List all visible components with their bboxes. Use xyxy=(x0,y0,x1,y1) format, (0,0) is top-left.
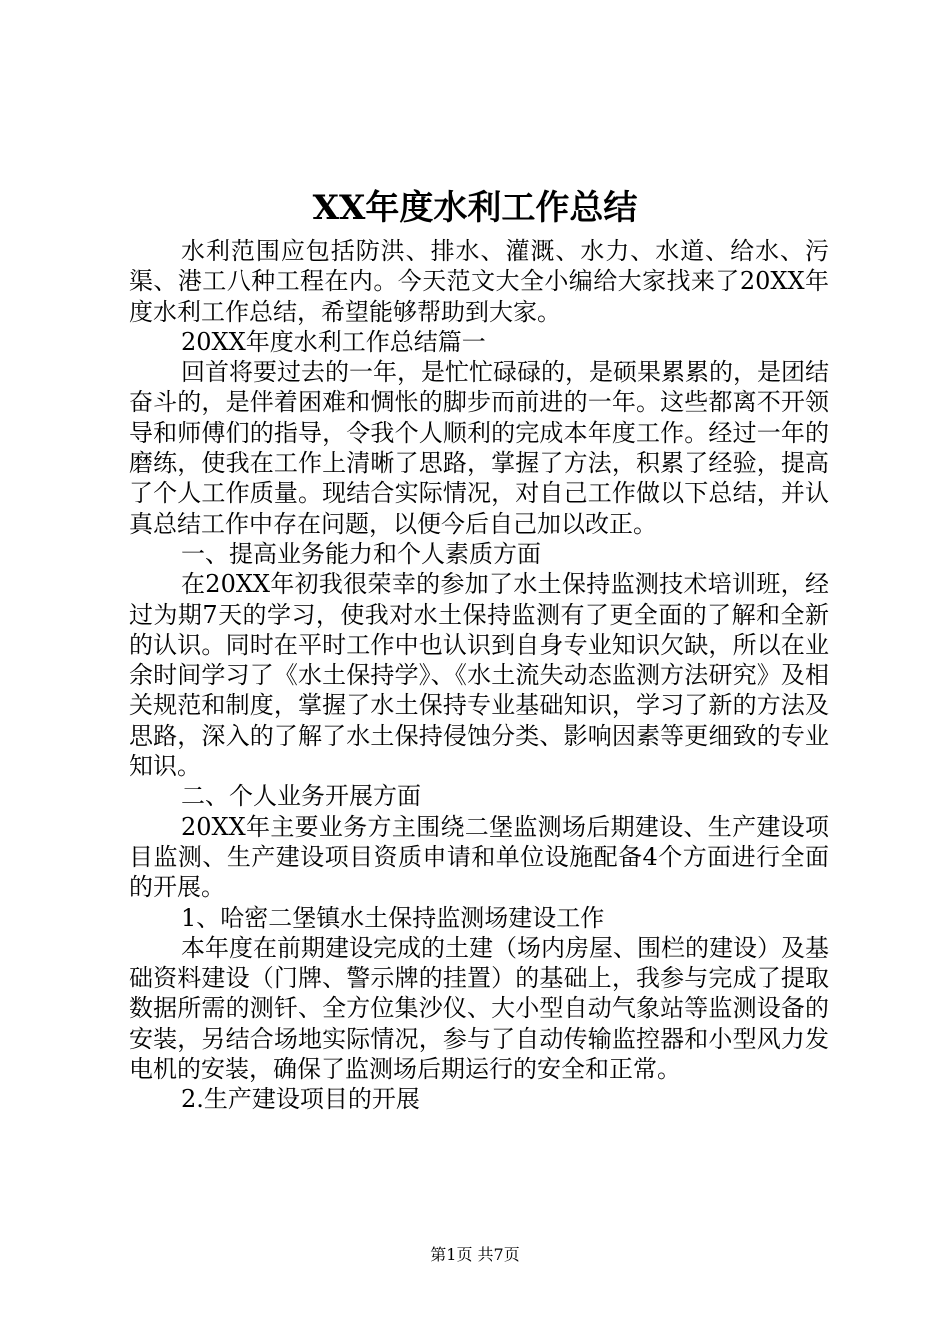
review-paragraph: 回首将要过去的一年，是忙忙碌碌的，是硕果累累的，是团结奋斗的，是伴着困难和惆怅的脚步而前进的一年。这些都离不开领导和师傅们的指导，令我个人顺利的完成本年度工作。经过一年的磨练，使我在工作上清晰了思路，掌握了方法，积累了经验，提高了个人工作质量。现结合实际情况，对自己工作做以下总结，并认真总结工作中存在问题，以便今后自己加以改正。 xyxy=(129,358,829,538)
training-paragraph: 在20XX年初我很荣幸的参加了水土保持监测技术培训班，经过为期7天的学习，使我对水土保持监测有了更全面的了解和全新的认识。同时在平时工作中也认识到自身专业知识欠缺，所以在业余时间学习了《水土保持学》、《水土流失动态监测方法研究》及相关规范和制度，掌握了水土保持专业基础知识，学习了新的方法及思路，深入的了解了水土保持侵蚀分类、影响因素等更细致的专业知识。 xyxy=(129,570,829,781)
business-paragraph: 20XX年主要业务方主围绕二堡监测场后期建设、生产建设项目监测、生产建设项目资质申请和单位设施配备4个方面进行全面的开展。 xyxy=(129,812,829,902)
heading-business-development: 二、个人业务开展方面 xyxy=(181,782,421,811)
intro-paragraph: 水利范围应包括防洪、排水、灌溉、水力、水道、给水、污渠、港工八种工程在内。今天范文大全小编给大家找来了20XX年度水利工作总结，希望能够帮助到大家。 xyxy=(129,237,829,326)
monitoring-site-paragraph: 本年度在前期建设完成的土建（场内房屋、围栏的建设）及基础资料建设（门牌、警示牌的挂置）的基础上，我参与完成了提取数据所需的测钎、全方位集沙仪、大小型自动气象站等监测设备的安装，另结合场地实际情况，参与了自动传输监控器和小型风力发电机的安装，确保了监测场后期运行的安全和正常。 xyxy=(129,933,829,1084)
document-body xyxy=(129,236,829,1115)
heading-monitoring-site: 1、哈密二堡镇水土保持监测场建设工作 xyxy=(181,903,605,932)
section-title-part-one: 20XX年度水利工作总结篇一 xyxy=(181,327,486,356)
page-number-footer: 第1页 共7页 xyxy=(430,1245,520,1264)
heading-ability-improvement: 一、提高业务能力和个人素质方面 xyxy=(181,539,541,568)
heading-construction-projects: 2.生产建设项目的开展 xyxy=(181,1085,420,1114)
document-title: XX年度水利工作总结 xyxy=(312,188,638,228)
